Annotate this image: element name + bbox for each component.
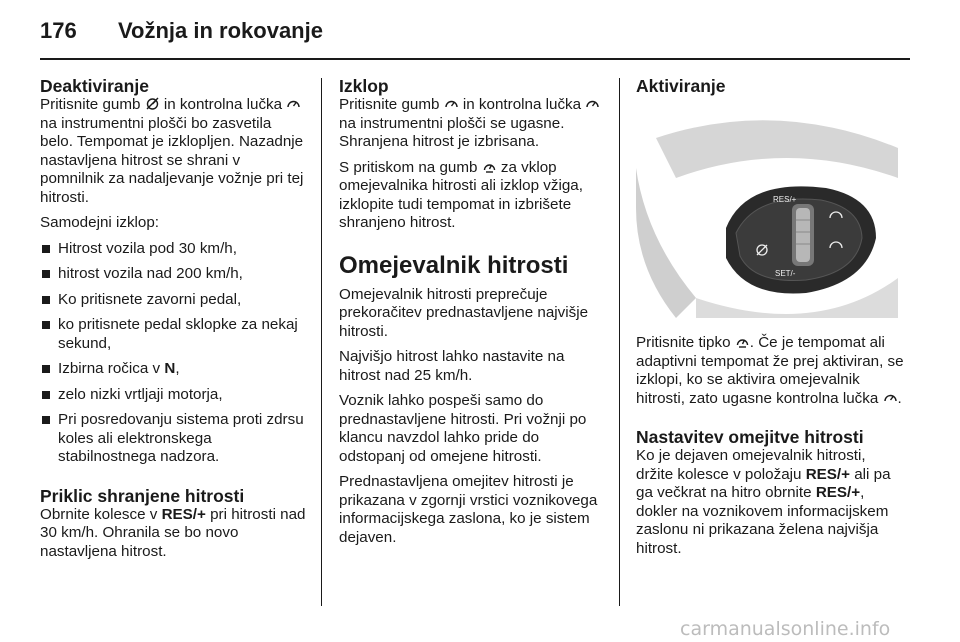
list-item-text: Ko pritisnete zavorni pedal, (58, 290, 242, 308)
list-item (40, 291, 308, 310)
list-item-text: Hitrost vozila pod 30 km/h, (58, 239, 237, 257)
list-item-text: Pri posredovanju sistema proti zdrsu koles ali elektronskega stabilnostnega nadzora. (58, 411, 304, 465)
auto-off-list (40, 240, 308, 467)
text-run: na instrumentni plošči se ugasne. Shranjena hitrost je izbrisana. (339, 114, 565, 150)
text-run: pri hitrosti nad 30 km/h. Ohranila se bo novo nastavljena hitrost. (40, 505, 306, 560)
bullet (42, 365, 50, 373)
speed-limiter-icon (482, 160, 497, 173)
off-paragraph-2 (339, 159, 607, 233)
section-title-resume: Priklic shranjene hitrosti (40, 485, 245, 506)
section-title-limiter: Omejevalnik hitrosti (339, 251, 569, 279)
wheel-label-res: RES/+ (773, 195, 797, 204)
bullet (42, 321, 50, 329)
page-title: Vožnja in rokovanje (118, 18, 323, 43)
bullet (42, 391, 50, 399)
limiter-paragraph-2: Najvišjo hitrost lahko nastavite na hitrost nad 25 km/h. (339, 348, 565, 384)
text-run: in kontrolna lučka (159, 96, 287, 113)
text-run: Pritisnite gumb (40, 96, 145, 113)
text-run: . Če je tempomat ali adaptivni tempomat že prej aktiviran, se izklopi, ko se aktivira omejevalnik hitrosti, zato ugasne kontrolna lučka (636, 334, 904, 407)
text-run: na instrumentni plošči bo zasvetila belo. Tempomat je izklopljen. Nazadnje nastavljena hitrost se shrani v pomnilnik za nadaljevanje vožnje pri tej hitrosti. (40, 114, 304, 206)
list-item (40, 360, 308, 379)
list-item (40, 265, 308, 284)
text-run: Pritisnite gumb (339, 96, 444, 113)
text-run: Obrnite kolesce v (40, 505, 162, 523)
column-2 (339, 76, 607, 554)
text-run: , dokler na voznikovem informacijskem zaslonu ni prikazana želena najvišja hitrost. (636, 484, 889, 557)
limiter-paragraph-1: Omejevalnik hitrosti preprečuje prekoračitev prednastavljene najvišje hitrosti. (339, 285, 589, 340)
section-title-off: Izklop (339, 76, 389, 96)
list-item (40, 240, 308, 259)
bullet (42, 296, 50, 304)
page-header (40, 18, 910, 54)
page-number: 176 (40, 18, 77, 43)
text-run: za vklop omejevalnika hitrosti ali izklop vžiga, izklopite tudi tempomat in izbrišete shranjeno hitrost. (339, 158, 583, 231)
list-item-text: hitrost vozila nad 200 km/h, (58, 265, 243, 282)
wheel-label-set: SET/- (775, 269, 796, 278)
text-run: , (175, 360, 180, 377)
res-button-label: RES/+ (815, 484, 861, 501)
header-rule (40, 58, 910, 60)
off-paragraph-1 (339, 96, 607, 152)
spacer (40, 474, 308, 486)
list-item-text: Izbirna ročica v (58, 360, 165, 377)
cruise-control-lamp-icon (585, 97, 600, 110)
list-item (40, 386, 308, 405)
cruise-off-icon (145, 97, 160, 110)
activate-paragraph (636, 334, 904, 408)
list-item-text: ko pritisnete pedal sklopke za nekaj sekund, (58, 316, 298, 352)
steering-wheel-controls-image (636, 108, 898, 318)
list-item (40, 316, 308, 353)
text-run: Ko je dejaven omejevalnik hitrosti, držite kolesce v položaju (636, 447, 866, 483)
column-divider-1 (321, 78, 322, 606)
section-title-activate: Aktiviranje (636, 76, 726, 96)
auto-off-label: Samodejni izklop: (40, 214, 160, 231)
bullet (42, 416, 50, 424)
deactivate-paragraph (40, 96, 308, 207)
set-limit-paragraph (636, 447, 904, 558)
cruise-control-lamp-icon (286, 97, 301, 110)
gear-n: N (164, 360, 176, 377)
cruise-control-icon (444, 97, 459, 110)
cruise-control-lamp-icon (883, 391, 898, 404)
list-item (40, 411, 308, 467)
limiter-paragraph-4: Prednastavljena omejitev hitrosti je prikazana v zgornji vrstici voznikovega informacijskega zaslona, ko je sistem dejaven. (339, 473, 598, 546)
bullet (42, 245, 50, 253)
res-button-label: RES/+ (805, 465, 851, 483)
speed-limiter-icon (735, 335, 750, 348)
res-button-label: RES/+ (161, 505, 206, 523)
section-title-deactivate: Deaktiviranje (40, 76, 149, 96)
watermark: carmanualsonline.info (680, 618, 891, 640)
column-divider-2 (619, 78, 620, 606)
text-run: in kontrolna lučka (458, 96, 586, 113)
text-run: . (897, 389, 902, 407)
list-item-text: zelo nizki vrtljaji motorja, (58, 385, 223, 403)
text-run: Pritisnite tipko (636, 334, 735, 351)
spacer (339, 240, 607, 252)
column-3 (636, 76, 904, 565)
spacer (636, 415, 904, 427)
limiter-paragraph-3: Voznik lahko pospeši samo do prednastavljene hitrosti. Pri vožnji po klancu navzdol lahko pride do odstopanj od omejene hitrosti. (339, 392, 587, 465)
bullet (42, 270, 50, 278)
section-title-set-limit: Nastavitev omejitve hitrosti (636, 427, 864, 447)
column-1 (40, 76, 308, 568)
text-run: ali pa ga večkrat na hitro obrnite (636, 465, 891, 501)
text-run: S pritiskom na gumb (339, 158, 482, 176)
resume-paragraph (40, 506, 308, 562)
